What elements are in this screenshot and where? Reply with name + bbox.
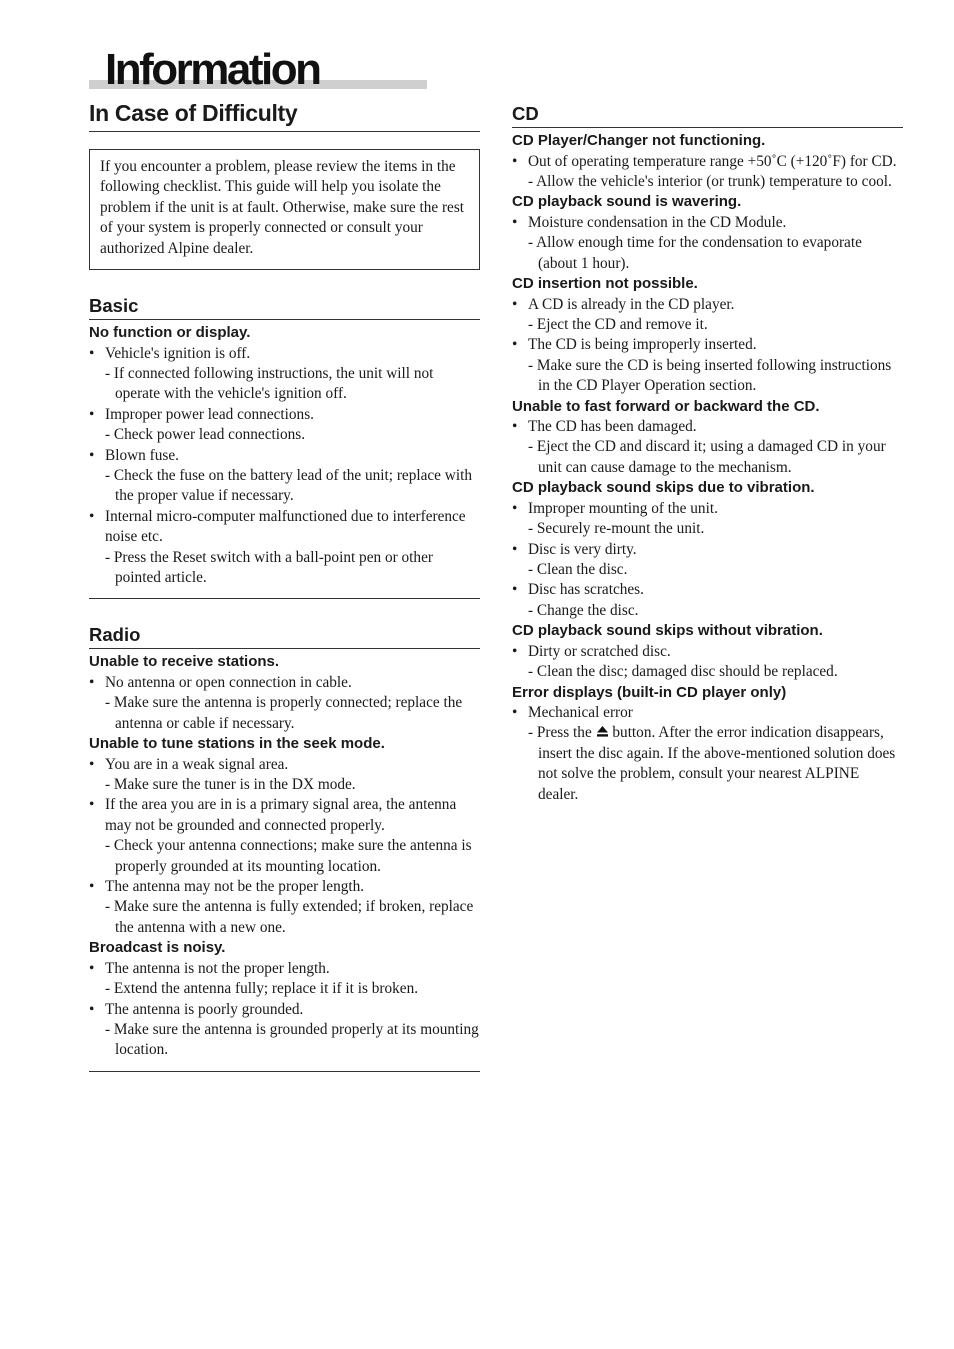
problem-title: CD Player/Changer not functioning. bbox=[512, 132, 766, 149]
bullet-glyph: • bbox=[89, 344, 95, 362]
bullet-glyph: • bbox=[512, 295, 518, 313]
cause-item bbox=[89, 344, 480, 364]
bullet-glyph: • bbox=[89, 959, 95, 977]
cause-text: Improper power lead connections. bbox=[105, 405, 314, 423]
cd-problem-list bbox=[512, 131, 903, 723]
bullet-glyph: • bbox=[89, 796, 95, 814]
page-title: In Case of Difficulty bbox=[89, 98, 480, 132]
solution-line: - Make sure the CD is being inserted following instructions in the CD Player Operation section. bbox=[528, 356, 892, 395]
bullet-glyph: • bbox=[89, 1000, 95, 1018]
cause-text: Moisture condensation in the CD Module. bbox=[528, 213, 787, 231]
cause-item bbox=[89, 446, 480, 466]
problem-title: Unable to receive stations. bbox=[89, 653, 280, 671]
cause-text: Disc has scratches. bbox=[528, 581, 644, 599]
radio-problem-list bbox=[89, 652, 480, 1060]
left-column bbox=[89, 98, 480, 1072]
intro-box: If you encounter a problem, please review the items in the following checklist. This guide will help you isolate the problem if the unit is at fault. Otherwise, make sure the rest of your system is properly connected or consult your authorized Alpine dealer. bbox=[89, 149, 480, 270]
bullet-glyph: • bbox=[89, 755, 95, 773]
solution-line: - Check power lead connections. bbox=[105, 426, 306, 444]
cause-text: The CD is being improperly inserted. bbox=[528, 336, 757, 354]
cause-item bbox=[89, 405, 480, 425]
solution-line-error bbox=[512, 723, 903, 805]
cause-item bbox=[89, 507, 480, 548]
cause-item bbox=[89, 877, 480, 897]
solution-line: - Make sure the antenna is properly connected; replace the antenna or cable if necessary. bbox=[105, 694, 463, 732]
cause-item bbox=[512, 295, 903, 315]
problem-title: Unable to fast forward or backward the CD. bbox=[512, 397, 820, 415]
bullet-glyph: • bbox=[512, 540, 518, 558]
problem-title: CD playback sound skips without vibration. bbox=[512, 622, 823, 640]
problem-title: Error displays (built-in CD player only) bbox=[512, 683, 787, 701]
solution-line: - Check your antenna connections; make sure the antenna is properly grounded at its mounting location. bbox=[105, 837, 472, 875]
solution-line: - Make sure the antenna is grounded properly at its mounting location. bbox=[105, 1021, 479, 1059]
cause-item bbox=[512, 213, 903, 233]
solution-line: - Check the fuse on the battery lead of the unit; replace with the proper value if necessary. bbox=[105, 466, 472, 505]
problem-title: CD playback sound is wavering. bbox=[512, 193, 742, 211]
solution-line: - Eject the CD and remove it. bbox=[528, 315, 708, 333]
bullet-glyph: • bbox=[89, 878, 95, 896]
problem-title: No function or display. bbox=[89, 324, 251, 342]
bullet-glyph: • bbox=[512, 213, 518, 231]
cause-item bbox=[512, 642, 903, 662]
section-divider bbox=[89, 1061, 480, 1072]
eject-icon bbox=[596, 725, 609, 738]
cause-text: If the area you are in is a primary signal area, the antenna may not be grounded and connected properly. bbox=[105, 796, 457, 834]
solution-line: - Allow enough time for the condensation to evaporate (about 1 hour). bbox=[528, 234, 862, 272]
cause-text: Mechanical error bbox=[528, 704, 633, 722]
section-basic bbox=[89, 294, 480, 599]
cause-item bbox=[89, 1000, 480, 1020]
page-category-title: Information bbox=[105, 45, 320, 94]
solution-text-after: button. After the error indication disappears, insert the disc again. If the above-mentioned solution does not solve the problem, consult your nearest ALPINE dealer. bbox=[538, 724, 896, 803]
solution-line: - If connected following instructions, the unit will not operate with the vehicle's ignition off. bbox=[105, 364, 434, 403]
section-title-cd: CD bbox=[512, 102, 903, 128]
cause-text: No antenna or open connection in cable. bbox=[105, 673, 352, 691]
cause-text: Dirty or scratched disc. bbox=[528, 642, 671, 660]
cause-text: Improper mounting of the unit. bbox=[528, 499, 718, 517]
bullet-glyph: • bbox=[89, 673, 95, 691]
cause-text: The antenna may not be the proper length. bbox=[105, 878, 365, 896]
problem-title: CD playback sound skips due to vibration. bbox=[512, 479, 815, 497]
bullet-glyph: • bbox=[512, 704, 518, 722]
solution-line: - Press the Reset switch with a ball-point pen or other pointed article. bbox=[105, 548, 433, 586]
cause-item bbox=[89, 755, 480, 775]
cause-item bbox=[89, 959, 480, 979]
solution-line: - Extend the antenna fully; replace it if it is broken. bbox=[105, 980, 419, 998]
solution-line: - Allow the vehicle's interior (or trunk) temperature to cool. bbox=[528, 172, 892, 190]
section-title-basic: Basic bbox=[89, 294, 480, 320]
bullet-glyph: • bbox=[89, 446, 95, 464]
solution-line: - Securely re-mount the unit. bbox=[528, 520, 705, 538]
right-column bbox=[512, 102, 903, 805]
problem-title: CD insertion not possible. bbox=[512, 275, 698, 293]
cause-text: The CD has been damaged. bbox=[528, 418, 697, 436]
cause-text: Internal micro-computer malfunctioned due to interference noise etc. bbox=[105, 507, 466, 546]
problem-title: Broadcast is noisy. bbox=[89, 939, 226, 957]
solution-text-before: - Press the bbox=[528, 724, 592, 742]
section-title-radio: Radio bbox=[89, 623, 480, 649]
bullet-glyph: • bbox=[89, 405, 95, 423]
cause-item bbox=[512, 152, 903, 172]
page-header bbox=[89, 44, 429, 94]
bullet-glyph: • bbox=[89, 507, 95, 525]
cause-text: Out of operating temperature range +50˚C (+120˚F) for CD. bbox=[528, 152, 897, 170]
solution-line: - Eject the CD and discard it; using a damaged CD in your unit can cause damage to the mechanism. bbox=[528, 438, 886, 476]
bullet-glyph: • bbox=[512, 418, 518, 436]
cause-text: You are in a weak signal area. bbox=[105, 755, 289, 773]
bullet-glyph: • bbox=[512, 336, 518, 354]
bullet-glyph: • bbox=[512, 581, 518, 599]
cause-item bbox=[89, 673, 480, 693]
cause-item bbox=[89, 795, 480, 836]
cause-item bbox=[512, 703, 903, 723]
cause-text: The antenna is not the proper length. bbox=[105, 959, 330, 977]
cause-text: Disc is very dirty. bbox=[528, 540, 637, 558]
solution-line: - Make sure the tuner is in the DX mode. bbox=[105, 776, 356, 794]
cause-text: A CD is already in the CD player. bbox=[528, 295, 735, 313]
bullet-glyph: • bbox=[512, 152, 518, 170]
bullet-glyph: • bbox=[512, 499, 518, 517]
solution-line: - Clean the disc. bbox=[528, 561, 628, 578]
cause-item bbox=[512, 540, 903, 560]
cause-text: Blown fuse. bbox=[105, 446, 179, 464]
section-divider bbox=[89, 588, 480, 599]
solution-line: - Clean the disc; damaged disc should be replaced. bbox=[528, 663, 838, 681]
problem-title: Unable to tune stations in the seek mode. bbox=[89, 735, 385, 753]
cause-item bbox=[512, 417, 903, 437]
basic-problem-list bbox=[89, 323, 480, 588]
section-radio bbox=[89, 623, 480, 1071]
solution-line: - Change the disc. bbox=[528, 601, 639, 619]
solution-line: - Make sure the antenna is fully extended; if broken, replace the antenna with a new one. bbox=[105, 898, 474, 936]
cause-text: Vehicle's ignition is off. bbox=[105, 344, 251, 362]
cause-item bbox=[512, 580, 903, 600]
cause-item bbox=[512, 499, 903, 519]
bullet-glyph: • bbox=[512, 642, 518, 660]
cause-text: The antenna is poorly grounded. bbox=[105, 1000, 304, 1018]
cause-item bbox=[512, 335, 903, 355]
